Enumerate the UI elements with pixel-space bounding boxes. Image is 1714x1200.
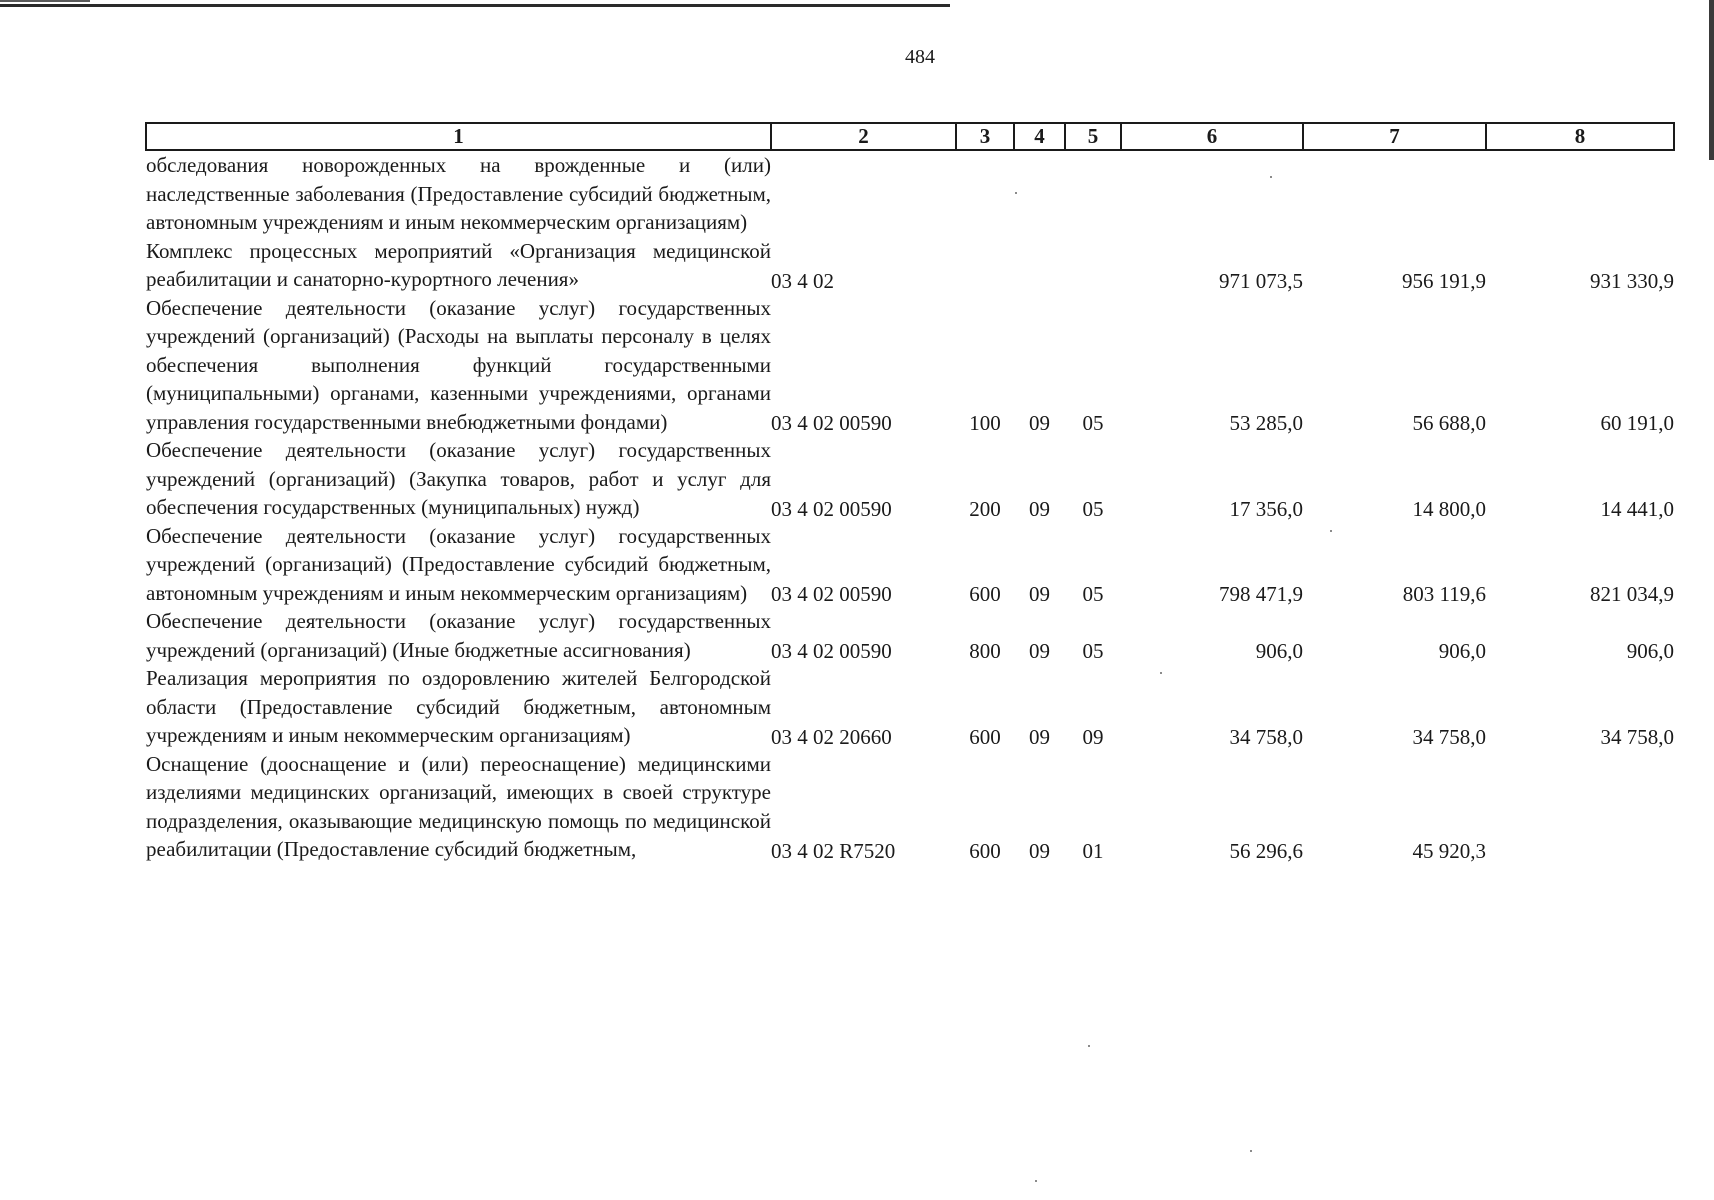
row-col-3 xyxy=(956,150,1014,237)
row-value-7: 803 119,6 xyxy=(1402,582,1486,606)
row-value-8: 906,0 xyxy=(1626,639,1674,663)
row-description: Комплекс процессных мероприятий «Организация медицинской реабилитации и санаторно-курортного лечения» xyxy=(146,238,771,291)
row-code: 03 4 02 00590 xyxy=(771,411,892,435)
row-description: Обеспечение деятельности (оказание услуг) государственных учреждений (организаций) (Предоставление субсидий бюджетным, автономным учреждениям и иным некоммерческим организациям) xyxy=(146,523,771,605)
row-value-6: 34 758,0 xyxy=(1229,724,1303,749)
row-col-3: 200 xyxy=(969,496,1001,521)
header-col-7: 7 xyxy=(1303,123,1486,150)
row-code xyxy=(771,150,956,237)
row-col-4: 09 xyxy=(1029,639,1050,663)
row-col-4 xyxy=(1014,150,1065,237)
row-description: Обеспечение деятельности (оказание услуг) государственных учреждений (организаций) (Расходы на выплаты персоналу в целях обеспечения выполнения функций государственными (муниципальными) органами, казенными учреждениями, органами управления государственными внебюджетными фондами) xyxy=(146,295,771,434)
row-col-3: 600 xyxy=(969,582,1001,606)
row-col-4: 09 xyxy=(1029,496,1050,521)
row-value-6: 53 285,0 xyxy=(1229,411,1303,435)
scan-artifact-corner xyxy=(0,0,90,2)
row-col-4: 09 xyxy=(1029,724,1050,749)
row-col-3: 800 xyxy=(969,639,1001,663)
row-col-3: 600 xyxy=(969,838,1001,863)
row-description: Обеспечение деятельности (оказание услуг) государственных учреждений (организаций) (Закупка товаров, работ и услуг для обеспечения государственных (муниципальных) нужд) xyxy=(146,438,771,519)
row-col-3: 100 xyxy=(969,411,1001,435)
row-value-8: 60 191,0 xyxy=(1600,411,1674,435)
scan-speck xyxy=(1160,672,1162,674)
page-number: 484 xyxy=(905,46,935,68)
row-col-5 xyxy=(1065,150,1121,237)
scan-speck xyxy=(1270,176,1272,178)
header-col-4: 4 xyxy=(1014,123,1065,150)
row-code: 03 4 02 R7520 xyxy=(771,838,896,863)
table-row xyxy=(146,664,1674,750)
row-value-6: 56 296,6 xyxy=(1229,838,1303,863)
table-row xyxy=(146,522,1674,608)
row-col-5: 05 xyxy=(1082,496,1104,521)
row-value-7 xyxy=(1303,150,1486,237)
header-col-6: 6 xyxy=(1121,123,1303,150)
row-code: 03 4 02 00590 xyxy=(771,582,892,606)
row-col-5: 05 xyxy=(1082,411,1104,435)
scan-artifact-edge xyxy=(1709,0,1714,160)
row-value-8: 821 034,9 xyxy=(1590,582,1674,606)
row-code: 03 4 02 00590 xyxy=(771,496,892,521)
row-value-7: 56 688,0 xyxy=(1412,411,1486,435)
header-col-8: 8 xyxy=(1486,123,1674,150)
header-col-1: 1 xyxy=(146,123,771,150)
row-col-4: 09 xyxy=(1029,838,1050,863)
scan-speck xyxy=(1088,1045,1090,1047)
row-value-8: 14 441,0 xyxy=(1600,496,1674,521)
header-col-3: 3 xyxy=(956,123,1014,150)
row-description: Оснащение (дооснащение и (или) переоснащение) медицинскими изделиями медицинских организаций, имеющих в своей структуре подразделения, оказывающие медицинскую помощь по медицинской реабилитации (Предоставление субсидий бюджетным, xyxy=(146,751,771,861)
scan-speck xyxy=(1330,530,1332,532)
header-col-5: 5 xyxy=(1065,123,1121,150)
scan-artifact-line xyxy=(0,4,950,7)
row-value-7: 14 800,0 xyxy=(1412,496,1486,521)
row-description: Реализация мероприятия по оздоровлению жителей Белгородской области (Предоставление субсидий бюджетным, автономным учреждениям и иным некоммерческим организациям) xyxy=(146,666,771,747)
row-col-4: 09 xyxy=(1029,411,1050,435)
row-value-7: 34 758,0 xyxy=(1412,724,1486,749)
row-value-6: 906,0 xyxy=(1255,639,1303,663)
row-col-5 xyxy=(1065,237,1121,294)
row-value-6: 798 471,9 xyxy=(1219,582,1303,606)
row-value-7: 45 920,3 xyxy=(1412,838,1486,863)
scan-speck xyxy=(1035,1180,1037,1182)
row-col-3 xyxy=(956,237,1014,294)
scan-speck xyxy=(1015,192,1017,194)
budget-table xyxy=(145,122,1675,864)
row-col-5: 09 xyxy=(1082,724,1104,749)
row-value-8 xyxy=(1486,750,1674,864)
table-header-row xyxy=(146,123,1674,150)
row-col-4 xyxy=(1014,237,1065,294)
row-value-7: 906,0 xyxy=(1438,639,1486,663)
row-code: 03 4 02 xyxy=(771,268,834,293)
row-col-3: 600 xyxy=(969,724,1001,749)
table-row xyxy=(146,150,1674,237)
row-col-5: 05 xyxy=(1082,582,1104,606)
row-description: обследования новорожденных на врожденные и (или) наследственные заболевания (Предоставление субсидий бюджетным, автономным учреждениям и иным некоммерческим организациям) xyxy=(146,153,771,234)
row-value-8: 34 758,0 xyxy=(1600,724,1674,749)
header-col-2: 2 xyxy=(771,123,956,150)
row-value-7: 956 191,9 xyxy=(1402,268,1486,293)
row-col-5: 01 xyxy=(1082,838,1104,863)
table-row xyxy=(146,607,1674,664)
table-row xyxy=(146,750,1674,864)
table-row xyxy=(146,294,1674,437)
row-code: 03 4 02 00590 xyxy=(771,639,892,663)
table-row xyxy=(146,436,1674,522)
row-value-6 xyxy=(1121,150,1303,237)
row-value-6: 971 073,5 xyxy=(1219,268,1303,293)
row-code: 03 4 02 20660 xyxy=(771,724,892,749)
row-value-8: 931 330,9 xyxy=(1590,268,1674,293)
row-description: Обеспечение деятельности (оказание услуг) государственных учреждений (организаций) (Иные бюджетные ассигнования) xyxy=(146,609,771,662)
row-value-6: 17 356,0 xyxy=(1229,496,1303,521)
scan-speck xyxy=(1250,1150,1252,1152)
row-value-8 xyxy=(1486,150,1674,237)
table-row xyxy=(146,237,1674,294)
row-col-5: 05 xyxy=(1082,639,1104,663)
row-col-4: 09 xyxy=(1029,582,1050,606)
